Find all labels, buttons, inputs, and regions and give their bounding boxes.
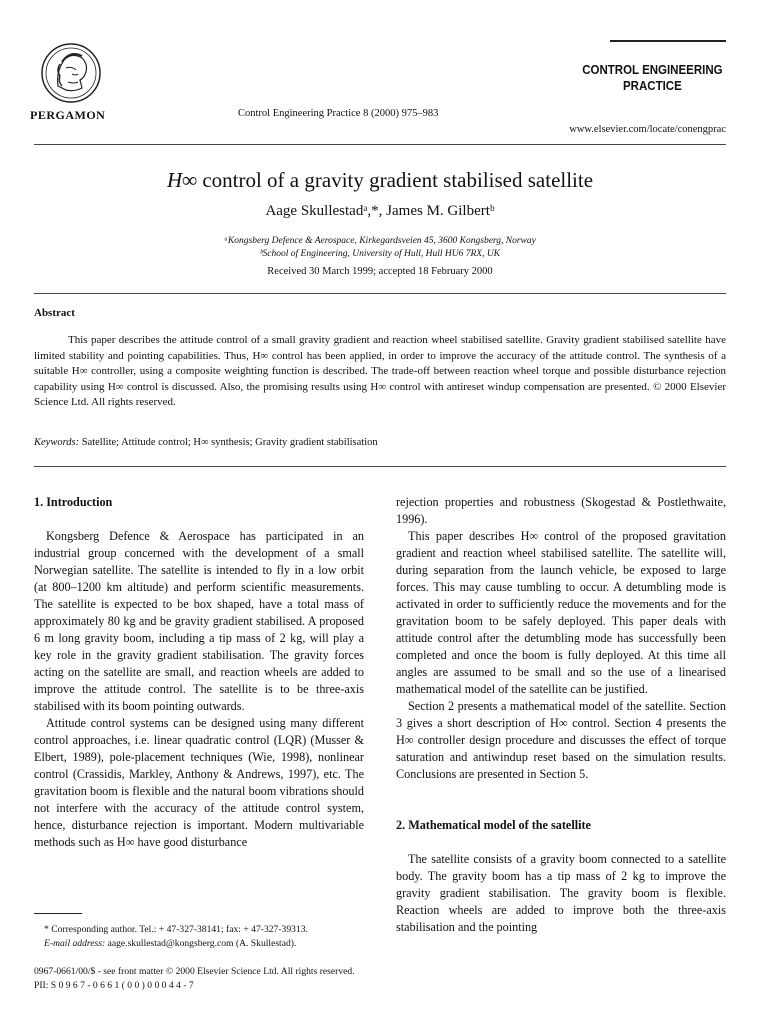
footnote-rule	[34, 913, 82, 914]
email-address[interactable]: aage.skullestad@kongsberg.com (A. Skullestad).	[105, 938, 297, 949]
left-column	[34, 494, 364, 851]
title-symbol: H∞	[166, 168, 198, 192]
footnote-corresponding: * Corresponding author. Tel.: + 47-327-38141; fax: + 47-327-39313.	[44, 924, 308, 935]
paragraph: This paper describes H∞ control of the proposed gravitation gradient and reaction wheel stabilised satellite. The satellite will, during separation from the launch vehicle, be exposed to large forces. This may cause tumbling to occur. A detumbling mode is activated in order to sufficiently reduce the movements and for the gravitation boom to be safely deployed. This paper deals with attitude control after the detumbling mode has successfully been completed and once the boom is fully deployed. At this time all angles are assumed to be small and so the use of a linearised mathematical model of the satellite can be justified.	[396, 529, 726, 696]
header-divider	[34, 144, 726, 145]
journal-url[interactable]: www.elsevier.com/locate/conengprac	[569, 124, 726, 135]
pii-line: PII: S 0 9 6 7 - 0 6 6 1 ( 0 0 ) 0 0 0 4 4 - 7	[34, 980, 194, 991]
affiliation-a: ᵃKongsberg Defence & Aerospace, Kirkegardsveien 45, 3600 Kongsberg, Norway	[224, 236, 536, 246]
front-matter-line: 0967-0661/00/$ - see front matter © 2000 Elsevier Science Ltd. All rights reserved.	[34, 966, 355, 977]
received-dates: Received 30 March 1999; accepted 18 February 2000	[267, 266, 493, 277]
journal-name: CONTROL ENGINEERING PRACTICE	[582, 63, 723, 93]
section-heading-model: 2. Mathematical model of the satellite	[396, 818, 591, 832]
journal-name-rule	[610, 40, 726, 42]
footnote-email	[44, 938, 296, 949]
paragraph: Kongsberg Defence & Aerospace has participated in an industrial group concerned with the development of a small Norwegian satellite. The satellite is intended to fly in a low orbit (at 800–1200 km altitude) and perform scientific measurements. The satellite is expected to be box shaped, have a total mass of approximately 80 kg and be gravity gradient stabilised. A proposed 6 m long gravity boom, including a tip mass of 2 kg, will play a key role in the gravity gradient stabilisation. The gravity forces acting on the satellite are small, and reaction wheels are added to improve the attitude control. The satellite is to be three-axis stabilised with its boom pointing outwards.	[34, 529, 364, 713]
section-heading-introduction: 1. Introduction	[34, 495, 113, 509]
paragraph: The satellite consists of a gravity boom connected to a satellite body. The gravity boom has a tip mass of 2 kg to improve the gravity gradient stabilisation. The gravity boom is flexible. Reaction wheels are added to improve both the three-axis stabilisation and the pointing	[396, 852, 726, 934]
article-authors: Aage Skullestadᵃ,*, James M. Gilbertᵇ	[265, 203, 495, 219]
title-divider	[34, 293, 726, 294]
keywords-label: Keywords:	[34, 437, 80, 448]
abstract-heading: Abstract	[34, 307, 75, 319]
article-title	[34, 168, 726, 193]
publisher-name: PERGAMON	[30, 108, 106, 122]
email-label: E-mail address:	[44, 938, 106, 949]
abstract-divider	[34, 466, 726, 467]
keywords-text: Satellite; Attitude control; H∞ synthesis; Gravity gradient stabilisation	[79, 437, 378, 448]
keywords	[34, 437, 378, 448]
title-text: control of a gravity gradient stabilised satellite	[197, 168, 594, 192]
paragraph: Section 2 presents a mathematical model of the satellite. Section 3 gives a short description of H∞ control. Section 4 presents the H∞ controller design procedure and discusses the effect of torque saturation and antiwindup reset based on the simulation results. Conclusions are presented in Section 5.	[396, 699, 726, 781]
paragraph: Attitude control systems can be designed using many different control approaches, i.e. linear quadratic control (LQR) (Musser & Elbert, 1989), pole-placement techniques (Wie, 1998), nonlinear control (Crassidis, Markley, Anthony & Andrews, 1997), etc. The gravitation boom is flexible and the natural boom vibrations should not interfere with the accuracy of the attitude control system, hence, disturbance rejection is important. Modern multivariable methods such as H∞ have good disturbance	[34, 716, 364, 849]
affiliation-b: ᵇSchool of Engineering, University of Hull, Hull HU6 7RX, UK	[259, 249, 501, 259]
journal-reference: Control Engineering Practice 8 (2000) 975–983	[238, 108, 439, 119]
abstract-text: This paper describes the attitude control of a small gravity gradient and reaction wheel stabilised satellite. Gravity gradient stabilised satellite have limited stability and pointing capabilities. Thus, H∞ control has been applied, in order to improve the accuracy of the attitude control. The synthesis of a suitable H∞ controller, using a composite weighting function is described. The trade-off between reaction wheel torque and possible disturbance rejection capability using H∞ control is discussed. Also, the promising results using H∞ control with antireset windup compensation are presented. © 2000 Elsevier Science Ltd. All rights reserved.	[34, 334, 726, 409]
publisher-logo-icon	[36, 42, 106, 104]
right-column	[396, 494, 726, 936]
paragraph: rejection properties and robustness (Skogestad & Postlethwaite, 1996).	[396, 495, 726, 526]
